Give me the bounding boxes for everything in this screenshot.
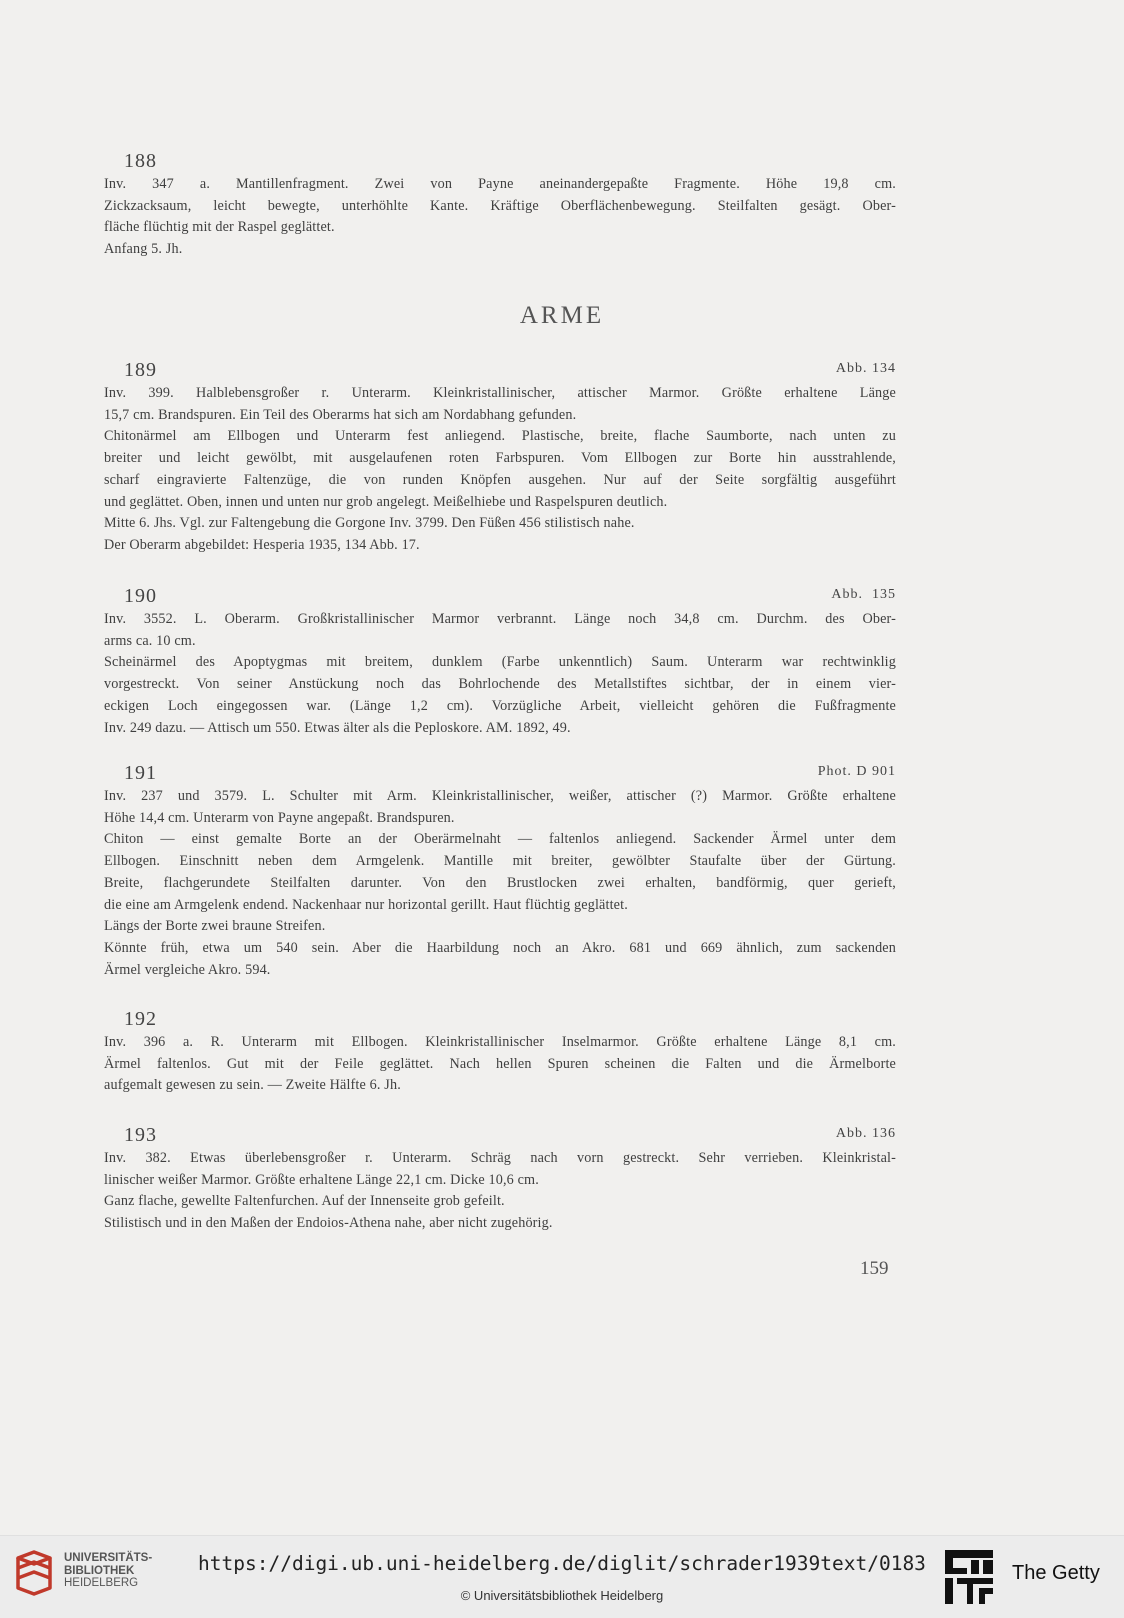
viewer-footer [0, 1535, 1124, 1618]
entry-text-line: linischer weißer Marmor. Größte erhaltene Länge 22,1 cm. Dicke 10,6 cm. [104, 1171, 539, 1188]
entry-text-line: eckigen Loch eingegossen war. (Länge 1,2 cm). Vorzügliche Arbeit, vielleicht gehören die Fußfragmente [104, 697, 896, 714]
entry-text-line: vorgestreckt. Von seiner Anstückung noch das Bohrlochende des Metallstiftes sichtbar, der in einem vier- [104, 676, 896, 693]
entry-text-line: Mitte 6. Jhs. Vgl. zur Faltengebung die Gorgone Inv. 3799. Den Füßen 456 stilistisch nahe. [104, 515, 635, 532]
entry-text-line: 15,7 cm. Brandspuren. Ein Teil des Oberarms hat sich am Nordabhang gefunden. [104, 406, 577, 423]
entry-text-line: Ellbogen. Einschnitt neben dem Armgelenk. Mantille mit breiter, gewölbter Staufalte über der Gürtung. [104, 853, 896, 870]
entry-text-line: scharf eingravierte Faltenzüge, die von runden Knöpfen ausgehen. Nur auf der Seite sorgfältig ausgeführt [104, 471, 896, 488]
entry-text-line: die eine am Armgelenk endend. Nackenhaar nur horizontal gerillt. Haut flüchtig geglättet. [104, 896, 628, 913]
entry-text-line: und geglättet. Oben, innen und unten nur grob angelegt. Meißelhiebe und Raspelspuren deutlich. [104, 493, 668, 510]
entry-text-line: Inv. 382. Etwas überlebensgroßer r. Unterarm. Schräg nach vorn gestreckt. Sehr verrieben. Kleinkristal- [104, 1150, 896, 1166]
figure-reference: Abb. 136 [835, 1126, 896, 1141]
getty-name: The Getty [1012, 1562, 1100, 1584]
getty-logo-icon [945, 1550, 993, 1604]
entry-text-line: arms ca. 10 cm. [104, 632, 196, 649]
catalog-entry-189 [104, 359, 896, 557]
entry-number-text: 189 [124, 359, 157, 381]
entry-text-line: Inv. 237 und 3579. L. Schulter mit Arm. Kleinkristallinischer, weißer, attischer (?) Marmor. Größte erhaltene [104, 788, 896, 804]
entry-number-text: 190 [124, 585, 157, 607]
entry-text-line: Längs der Borte zwei braune Streifen. [104, 918, 326, 935]
entry-text-line: Inv. 3552. L. Oberarm. Großkristallinischer Marmor verbrannt. Länge noch 34,8 cm. Durchm. des Ober- [104, 611, 896, 627]
entry-text-line: breiter und leicht gewölbt, mit ausgelaufenen roten Farbspuren. Vom Ellbogen zur Borte hin ausstrahlende, [104, 450, 896, 467]
entry-text-line: Höhe 14,4 cm. Unterarm von Payne angepaßt. Brandspuren. [104, 809, 455, 826]
entry-text-line: aufgemalt gewesen zu sein. — Zweite Hälfte 6. Jh. [104, 1077, 401, 1094]
entry-text-line: Ärmel vergleiche Akro. 594. [104, 961, 271, 978]
entry-number: 188 [124, 150, 157, 172]
entry-number [124, 1124, 896, 1148]
entry-text-line: fläche flüchtig mit der Raspel geglättet. [104, 219, 335, 236]
entry-text-line: Stilistisch und in den Maßen der Endoios-Athena nahe, aber nicht zugehörig. [104, 1215, 553, 1232]
entry-text-line: Chitonärmel am Ellbogen und Unterarm fest anliegend. Plastische, breite, flache Saumborte, nach unten zu [104, 428, 896, 445]
photo-reference: Phot. D 901 [817, 764, 896, 779]
entry-number-text: 191 [124, 762, 157, 784]
catalog-entry-193 [104, 1124, 896, 1235]
entry-number [124, 762, 896, 786]
library-name-line: BIBLIOTHEK [64, 1564, 135, 1577]
entry-text-line: Inv. 396 a. R. Unterarm mit Ellbogen. Kleinkristallinischer Inselmarmor. Größte erhaltene Länge 8,1 cm. [104, 1034, 896, 1050]
catalog-entry-191 [104, 762, 896, 981]
entry-text-line: Der Oberarm abgebildet: Hesperia 1935, 134 Abb. 17. [104, 536, 420, 553]
entry-number [124, 359, 896, 383]
library-name-line: UNIVERSITÄTS- [64, 1552, 153, 1564]
page-number: 159 [860, 1258, 889, 1279]
entry-text-line: Ärmel faltenlos. Gut mit der Feile geglättet. Nach hellen Spuren scheinen die Falten und die Ärmelborte [104, 1055, 896, 1072]
entry-number: 192 [124, 1008, 157, 1030]
permalink-url[interactable]: https://digi.ub.uni-heidelberg.de/diglit/schrader1939text/0183 [198, 1552, 926, 1575]
catalog-entry-190 [104, 585, 896, 739]
entry-text-line: Chiton — einst gemalte Borte an der Oberärmelnaht — faltenlos anliegend. Sackender Ärmel unter dem [104, 831, 896, 848]
entry-text-line: Zickzacksaum, leicht bewegte, unterhöhlte Kante. Kräftige Oberflächenbewegung. Steilfalten gesägt. Ober- [104, 197, 896, 214]
entry-number [124, 585, 896, 609]
entry-text-line: Inv. 399. Halblebensgroßer r. Unterarm. Kleinkristallinischer, attischer Marmor. Größte erhaltene Länge [104, 385, 896, 401]
entry-text-line: Scheinärmel des Apoptygmas mit breitem, dunklem (Farbe unkenntlich) Saum. Unterarm war rechtwinklig [104, 654, 896, 671]
entry-text-line: Inv. 347 a. Mantillenfragment. Zwei von Payne aneinandergepaßte Fragmente. Höhe 19,8 cm. [104, 176, 896, 192]
entry-text-line: Inv. 249 dazu. — Attisch um 550. Etwas älter als die Peploskore. AM. 1892, 49. [104, 719, 571, 736]
entry-text-line: Könnte früh, etwa um 540 sein. Aber die Haarbildung noch an Akro. 681 und 669 ähnlich, zum sackenden [104, 939, 896, 956]
catalog-entry-188 [104, 150, 896, 261]
copyright-notice: © Universitätsbibliothek Heidelberg [460, 1588, 664, 1603]
entry-text-line: Anfang 5. Jh. [104, 241, 183, 258]
entry-text-line: Ganz flache, gewellte Faltenfurchen. Auf der Innenseite grob gefeilt. [104, 1193, 505, 1210]
section-title: ARME [519, 302, 605, 329]
figure-reference: Abb. 135 [831, 587, 896, 602]
entry-text-line: Breite, flachgerundete Steilfalten darunter. Von den Brustlocken zwei erhalten, bandförmig, quer gerieft, [104, 874, 896, 891]
library-name-line: HEIDELBERG [64, 1577, 139, 1589]
catalog-entry-192 [104, 1008, 896, 1097]
entry-number-text: 193 [124, 1124, 157, 1146]
figure-reference: Abb. 134 [835, 361, 896, 376]
